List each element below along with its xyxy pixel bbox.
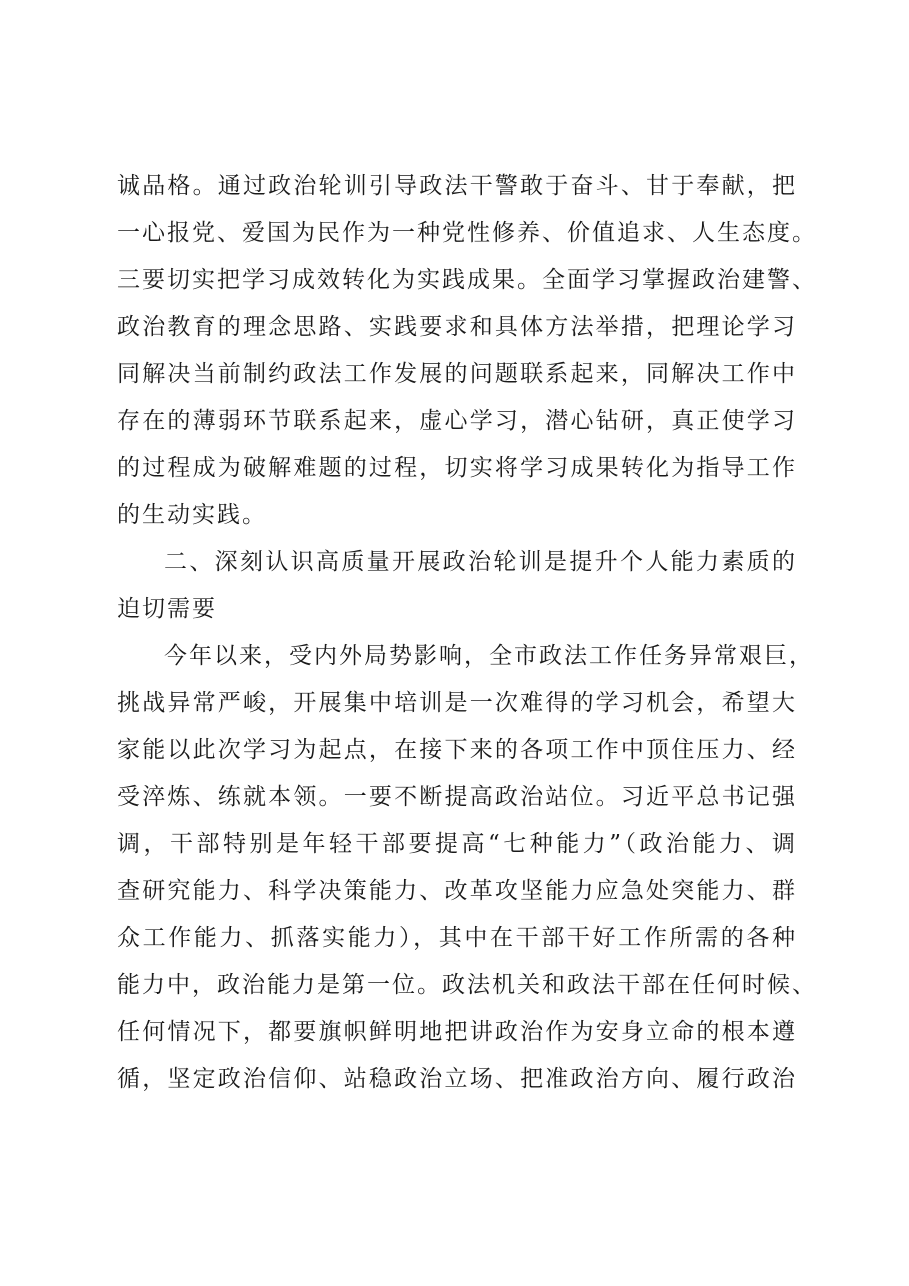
text-line: 任何情况下，都要旗帜鲜明地把讲政治作为安身立命的根本遵 [117, 1019, 797, 1045]
text-line: 挑战异常严峻，开展集中培训是一次难得的学习机会，希望大 [117, 690, 797, 716]
text-line: 存在的薄弱环节联系起来，虚心学习，潜心钻研，真正使学习 [117, 408, 797, 434]
document-body [117, 163, 817, 1103]
text-line: 能力中，政治能力是第一位。政法机关和政法干部在任何时候、 [117, 972, 817, 998]
text-line: 迫切需要 [117, 596, 217, 622]
text-line: 循，坚定政治信仰、站稳政治立场、把准政治方向、履行政治 [117, 1066, 797, 1092]
text-line: 三要切实把学习成效转化为实践成果。全面学习掌握政治建警、 [117, 267, 817, 293]
text-line: 一心报党、爱国为民作为一种党性修养、价值追求、人生态度。 [117, 220, 817, 246]
text-line: 调，干部特别是年轻干部要提高“七种能力”（政治能力、调 [117, 831, 797, 857]
text-line: 诚品格。通过政治轮训引导政法干警敢于奋斗、甘于奉献，把 [117, 173, 797, 199]
text-line: 家能以此次学习为起点，在接下来的各项工作中顶住压力、经 [117, 737, 797, 763]
text-line: 众工作能力、抓落实能力），其中在干部干好工作所需的各种 [117, 925, 797, 951]
text-line: 受淬炼、练就本领。一要不断提高政治站位。习近平总书记强 [117, 784, 797, 810]
text-line: 今年以来，受内外局势影响，全市政法工作任务异常艰巨， [164, 643, 814, 669]
text-line: 的生动实践。 [117, 502, 267, 528]
text-line: 的过程成为破解难题的过程，切实将学习成果转化为指导工作 [117, 455, 797, 481]
text-line: 二、深刻认识高质量开展政治轮训是提升个人能力素质的 [164, 549, 797, 575]
text-line: 查研究能力、科学决策能力、改革攻坚能力应急处突能力、群 [117, 878, 797, 904]
text-line: 政治教育的理念思路、实践要求和具体方法举措，把理论学习 [117, 314, 797, 340]
text-line: 同解决当前制约政法工作发展的问题联系起来，同解决工作中 [117, 361, 797, 387]
